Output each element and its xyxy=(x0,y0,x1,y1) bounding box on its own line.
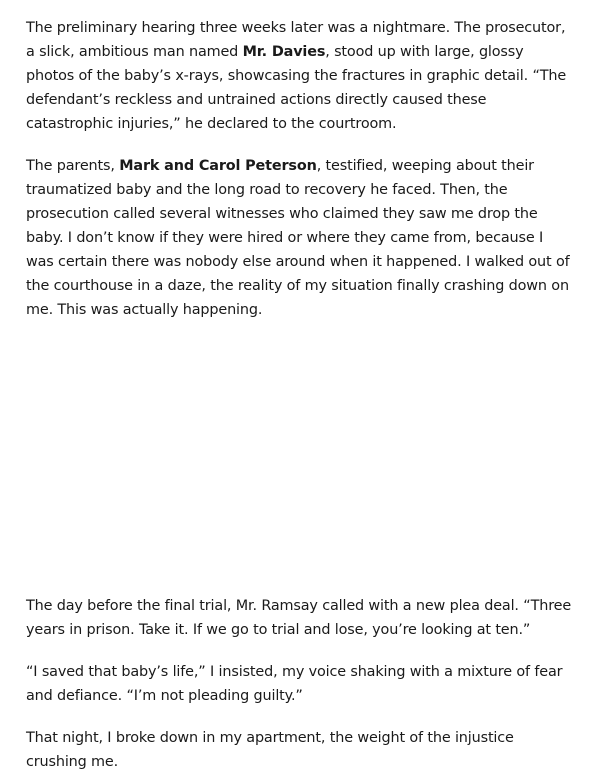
paragraph-text: The parents, xyxy=(26,158,120,174)
paragraph-plea-deal: The day before the final trial, Mr. Ramsay called with a new plea deal. “Three years in prison. Take it. If we go to trial and lose, you’re looking at ten.” xyxy=(26,598,572,638)
paragraph-parents-testimony xyxy=(26,154,574,322)
bold-name-mr-davies: Mr. Davies xyxy=(242,44,326,60)
paragraph-text: The preliminary hearing three weeks later was a nightmare. The prosecutor, a slick, ambitious man named xyxy=(26,20,566,60)
paragraph-text: , stood up with large, glossy photos of the baby’s x-rays, showcasing the fractures in graphic detail. “The defendant’s reckless and untrained actions directly caused these catastrophic injuries,” he declared to the courtroom. xyxy=(26,44,567,132)
paragraph-breakdown: That night, I broke down in my apartment, the weight of the injustice crushing me. xyxy=(26,730,514,770)
blank-ad-space xyxy=(26,322,574,594)
article-body xyxy=(26,16,574,774)
paragraph-not-guilty: “I saved that baby’s life,” I insisted, my voice shaking with a mixture of fear and defiance. “I’m not pleading guilty.” xyxy=(26,664,563,704)
paragraph-preliminary-hearing xyxy=(26,16,574,136)
paragraph-text: , testified, weeping about their traumatized baby and the long road to recovery he faced. Then, the prosecution called several witnesses who claimed they saw me drop the baby. I don’t know if they were hired or where they came from, because I was certain there was nobody else around when it happened. I walked out of the courthouse in a daze, the reality of my situation finally crashing down on me. This was actually happening. xyxy=(26,158,570,318)
bold-name-petersons: Mark and Carol Peterson xyxy=(119,158,317,174)
